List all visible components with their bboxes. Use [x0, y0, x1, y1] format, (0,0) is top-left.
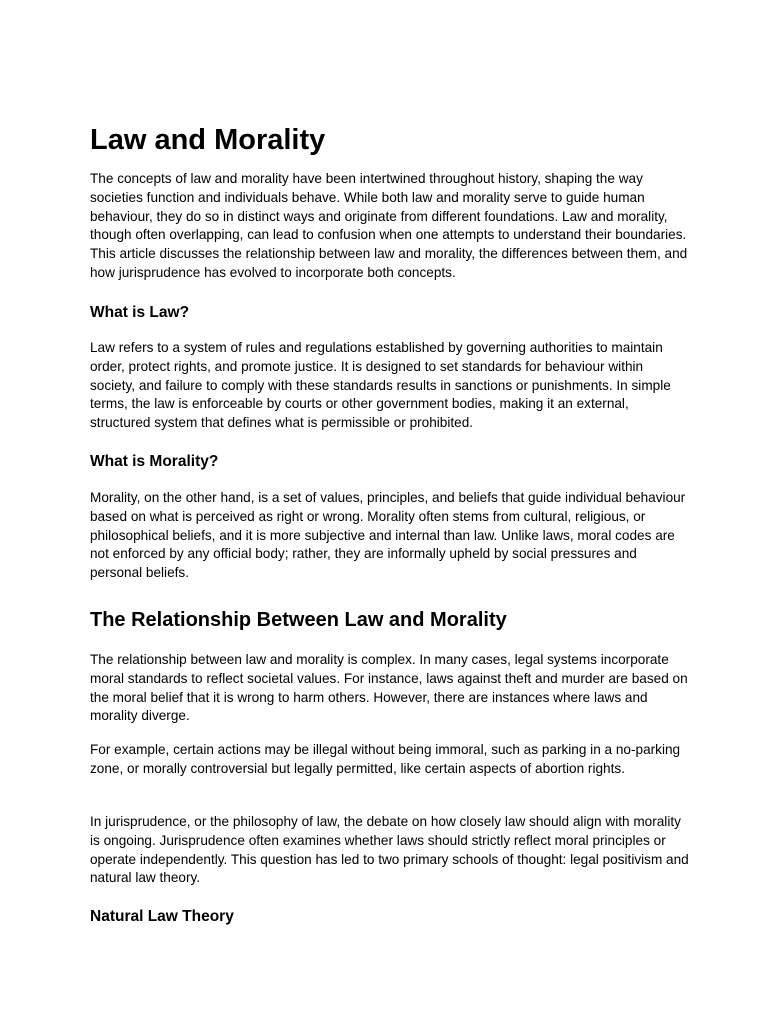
relationship-paragraph-2: For example, certain actions may be illegal without being immoral, such as parking in a no-parking zone, or morally controversial but legally permitted, like certain aspects of abortion rights. [90, 742, 681, 776]
morality-paragraph: Morality, on the other hand, is a set of values, principles, and beliefs that guide individual behaviour based on what is perceived as right or wrong. Morality often stems from cultural, religious, or philosophical beliefs, and it is more subjective and internal than law. Unlike laws, moral codes are not enforced by any official body; rather, they are informally upheld by social pressures and personal beliefs. [90, 490, 686, 581]
law-paragraph: Law refers to a system of rules and regulations established by governing authorities to maintain order, protect rights, and promote justice. It is designed to set standards for behaviour within society, and failure to comply with these standards results in sanctions or punishments. In simple terms, the law is enforceable by courts or other government bodies, making it an external, structured system that defines what is permissible or prohibited. [90, 340, 671, 431]
relationship-paragraph-1: The relationship between law and morality is complex. In many cases, legal systems incorporate moral standards to reflect societal values. For instance, laws against theft and murder are based on the moral belief that it is wrong to harm others. However, there are instances where laws and morality diverge. [90, 652, 688, 724]
heading-what-is-morality: What is Morality? [90, 453, 219, 470]
heading-natural-law-theory: Natural Law Theory [90, 908, 234, 925]
heading-what-is-law: What is Law? [90, 304, 190, 321]
page-title: Law and Morality [90, 124, 326, 156]
relationship-paragraph-3: In jurisprudence, or the philosophy of law, the debate on how closely law should align with morality is ongoing. Jurisprudence often examines whether laws should strictly reflect moral principles or operate independently. This question has led to two primary schools of thought: legal positivism and natural law theory. [90, 814, 689, 886]
intro-paragraph: The concepts of law and morality have been intertwined throughout history, shaping the way societies function and individuals behave. While both law and morality serve to guide human behaviour, they do so in distinct ways and originate from different foundations. Law and morality, though often overlapping, can lead to confusion when one attempts to understand their boundaries. This article discusses the relationship between law and morality, the differences between them, and how jurisprudence has evolved to incorporate both concepts. [90, 171, 688, 280]
heading-relationship: The Relationship Between Law and Morality [90, 609, 507, 631]
